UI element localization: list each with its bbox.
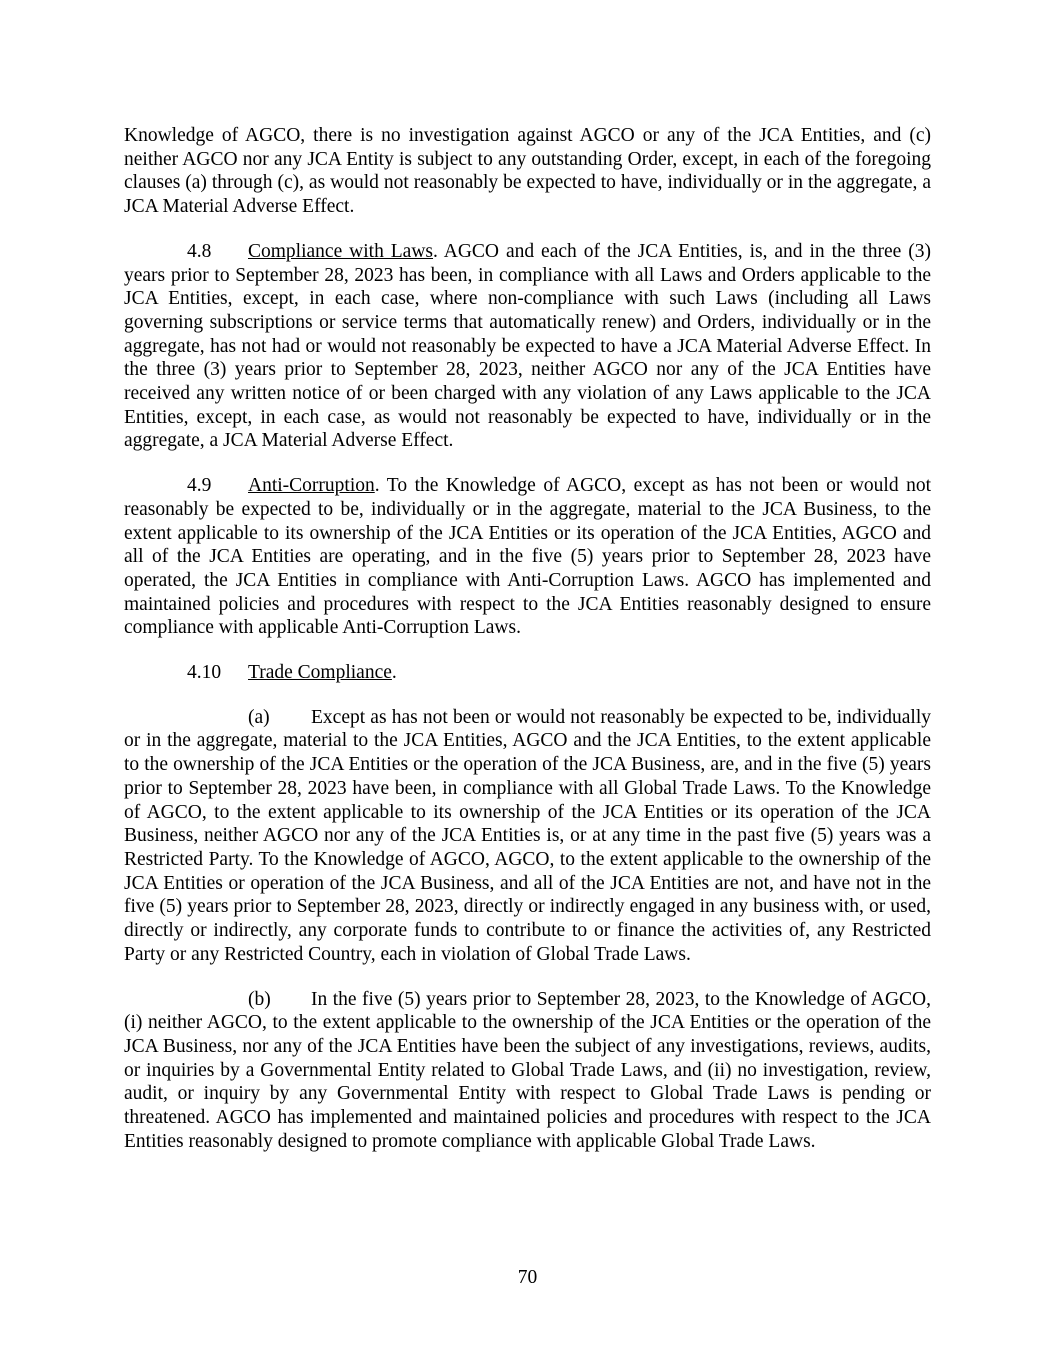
section-number: 4.10 [187, 662, 222, 684]
section-heading: Anti-Corruption [248, 475, 375, 497]
subsection-body: In the five (5) years prior to September 28, 2023, to the Knowledge of AGCO, (i) neither AGCO, to the extent applicable to the ownership of the JCA Entities or the operation of the JCA Business, nor any of the JCA Entities have been the subject of any investigations, reviews, audits, or inquiries by a Governmental Entity related to Global Trade Laws, and (ii) no investigation, review, audit, or inquiry by any Governmental Entity with respect to Global Trade Laws is pending or threatened. AGCO has implemented and maintained policies and procedures with respect to the JCA Entities reasonably designed to promote compliance with applicable Global Trade Laws. [124, 988, 931, 1152]
section-4-9 [124, 474, 931, 640]
section-number: 4.8 [187, 240, 212, 262]
section-number: 4.9 [187, 475, 212, 497]
section-4-8 [124, 240, 931, 453]
subsection-4-10-a [124, 706, 931, 967]
subsection-label: (b) [248, 988, 271, 1010]
section-heading: Compliance with Laws [248, 240, 434, 262]
section-body: . [391, 662, 397, 684]
page-number: 70 [517, 1267, 538, 1288]
subsection-4-10-b [124, 988, 931, 1154]
paragraph-intro: Knowledge of AGCO, there is no investigation against AGCO or any of the JCA Entities, and (c) neither AGCO nor any JCA Entity is subject to any outstanding Order, except, in each of the foregoing clauses (a) through (c), as would not reasonably be expected to have, individually or in the aggregate, a JCA Material Adverse Effect. [124, 125, 931, 218]
section-body: . AGCO and each of the JCA Entities, is, and in the three (3) years prior to September 28, 2023 has been, in compliance with all Laws and Orders applicable to the JCA Entities, except, in each case, where non-compliance with such Laws (including all Laws governing subscriptions or service terms that automatically renew) and Orders, individually or in the aggregate, has not had or would not reasonably be expected to have a JCA Material Adverse Effect. In the three (3) years prior to September 28, 2023, neither AGCO nor any of the JCA Entities have received any written notice of or been charged with any violation of any Laws applicable to the JCA Entities, except, in each case, as would not reasonably be expected to have, individually or in the aggregate, a JCA Material Adverse Effect. [124, 240, 931, 452]
section-4-10 [124, 661, 931, 685]
document-body [124, 124, 931, 1153]
section-body: . To the Knowledge of AGCO, except as has not been or would not reasonably be expected to be, individually or in the aggregate, material to the JCA Business, to the extent applicable to its ownership of the JCA Entities or its operation of the JCA Entities, AGCO and all of the JCA Entities are operating, and in the five (5) years prior to September 28, 2023 have operated, the JCA Entities in compliance with Anti-Corruption Laws. AGCO has implemented and maintained policies and procedures with respect to the JCA Entities reasonably designed to ensure compliance with applicable Anti-Corruption Laws. [124, 475, 931, 639]
subsection-label: (a) [248, 706, 270, 728]
section-heading: Trade Compliance [248, 662, 392, 684]
subsection-body: Except as has not been or would not reasonably be expected to be, individually or in the aggregate, material to the JCA Entities, AGCO and the JCA Entities, to the extent applicable to the ownership of the JCA Entities or the operation of the JCA Business, are, and in the five (5) years prior to September 28, 2023 have been, in compliance with all Global Trade Laws. To the Knowledge of AGCO, to the extent applicable to its ownership of the JCA Entities or its operation of the JCA Business, neither AGCO nor any of the JCA Entities is, or at any time in the past five (5) years was a Restricted Party. To the Knowledge of AGCO, AGCO, to the extent applicable to the ownership of the JCA Entities or operation of the JCA Business, and all of the JCA Entities are not, and have not in the five (5) years prior to September 28, 2023, directly or indirectly engaged in any business with, or used, directly or indirectly, any corporate funds to contribute to or finance the activities of, any Restricted Party or any Restricted Country, each in violation of Global Trade Laws. [124, 706, 931, 965]
